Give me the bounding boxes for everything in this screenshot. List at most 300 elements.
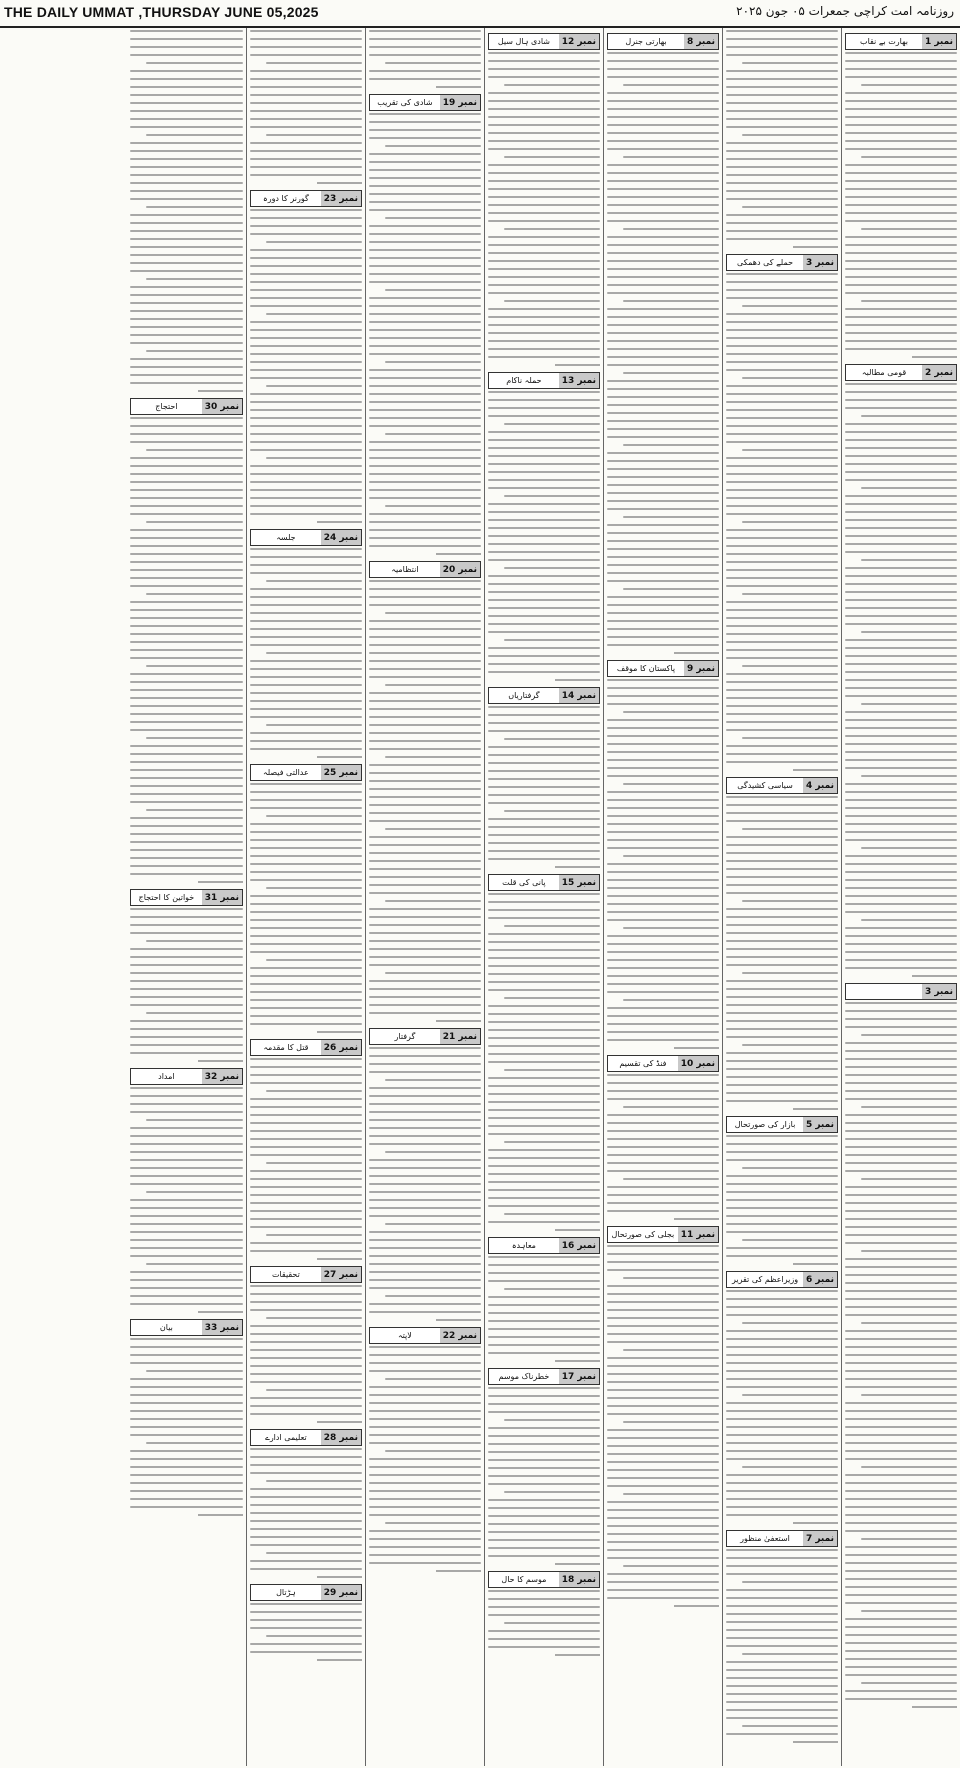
- text-line: [385, 1450, 481, 1452]
- text-line: [861, 1034, 957, 1036]
- text-line: [726, 1589, 838, 1591]
- text-line: [845, 220, 957, 222]
- text-line: [488, 647, 600, 649]
- text-line: [845, 1026, 957, 1028]
- item-number-box: [559, 1572, 599, 1587]
- text-line: [607, 540, 719, 542]
- text-line: [488, 1165, 600, 1167]
- text-line: [726, 1004, 838, 1006]
- text-line: [250, 110, 362, 112]
- text-line: [488, 164, 600, 166]
- text-line: [726, 433, 838, 435]
- item-number-box: [803, 778, 837, 793]
- text-line: [845, 1146, 957, 1148]
- text-line: [726, 745, 838, 747]
- text-line: [250, 1202, 362, 1204]
- text-line: [845, 663, 957, 665]
- item-number-box: [202, 1069, 242, 1084]
- text-line: [504, 423, 600, 425]
- text-line: [845, 591, 957, 593]
- text-line: [726, 924, 838, 926]
- text-line: [607, 204, 719, 206]
- text-line: [607, 380, 719, 382]
- text-line: [845, 108, 957, 110]
- text-line: [130, 980, 243, 982]
- text-line: [488, 842, 600, 844]
- text-line: [250, 919, 362, 921]
- text-line: [266, 62, 362, 64]
- text-line: [607, 943, 719, 945]
- news-item-header: [130, 398, 243, 415]
- text-line: [845, 1002, 957, 1004]
- item-number: 10: [680, 1058, 694, 1069]
- text-line: [488, 100, 600, 102]
- text-line: [250, 823, 362, 825]
- text-line: [726, 481, 838, 483]
- text-line: [607, 92, 719, 94]
- text-line: [250, 209, 362, 211]
- text-line: [317, 182, 362, 184]
- text-line: [488, 68, 600, 70]
- news-item-body: [845, 1002, 957, 1708]
- text-line: [130, 956, 243, 958]
- text-line: [369, 596, 481, 598]
- text-line: [726, 214, 838, 216]
- text-line: [488, 1344, 600, 1346]
- text-line: [845, 252, 957, 254]
- item-prefix: نمبر: [815, 1274, 834, 1285]
- text-line: [607, 1437, 719, 1439]
- text-line: [726, 761, 838, 763]
- text-line: [266, 1234, 362, 1236]
- text-line: [198, 1311, 243, 1313]
- text-line: [845, 807, 957, 809]
- text-line: [607, 220, 719, 222]
- text-line: [130, 553, 243, 555]
- text-line: [369, 1167, 481, 1169]
- text-line: [250, 596, 362, 598]
- text-line: [488, 140, 600, 142]
- text-line: [845, 1490, 957, 1492]
- text-line: [250, 1651, 362, 1653]
- text-line: [488, 1077, 600, 1079]
- text-line: [726, 964, 838, 966]
- text-line: [488, 1427, 600, 1429]
- text-line: [130, 745, 243, 747]
- text-line: [146, 278, 243, 280]
- text-line: [845, 1290, 957, 1292]
- news-item-body: [488, 391, 600, 681]
- text-line: [607, 492, 719, 494]
- text-line: [607, 1186, 719, 1188]
- text-line: [130, 230, 243, 232]
- text-line: [488, 901, 600, 903]
- text-line: [130, 1498, 243, 1500]
- text-line: [250, 1397, 362, 1399]
- text-line: [130, 1199, 243, 1201]
- text-line: [845, 911, 957, 913]
- text-line: [250, 1504, 362, 1506]
- text-line: [369, 1127, 481, 1129]
- text-line: [130, 996, 243, 998]
- text-line: [607, 719, 719, 721]
- text-line: [488, 834, 600, 836]
- text-line: [845, 1242, 957, 1244]
- text-line: [250, 70, 362, 72]
- item-number-box: [321, 1040, 361, 1055]
- text-line: [250, 903, 362, 905]
- text-line: [845, 1194, 957, 1196]
- text-line: [845, 1042, 957, 1044]
- news-item-body: [726, 273, 838, 771]
- text-line: [726, 908, 838, 910]
- text-line: [488, 268, 600, 270]
- text-line: [726, 1549, 838, 1551]
- text-line: [369, 660, 481, 662]
- text-line: [250, 636, 362, 638]
- text-line: [845, 399, 957, 401]
- news-item-header: [488, 1237, 600, 1254]
- text-line: [845, 1642, 957, 1644]
- text-line: [488, 551, 600, 553]
- news-item-header: [488, 1368, 600, 1385]
- text-line: [130, 1175, 243, 1177]
- item-title: بھارتی جنرل: [625, 37, 667, 46]
- text-line: [607, 703, 719, 705]
- text-line: [130, 849, 243, 851]
- text-line: [607, 140, 719, 142]
- text-line: [845, 1274, 957, 1276]
- news-item-body: [250, 1058, 362, 1260]
- text-line: [845, 1258, 957, 1260]
- item-title: بازار کی صورتحال: [734, 1120, 796, 1129]
- item-number-box: [321, 1267, 361, 1282]
- text-line: [504, 738, 600, 740]
- text-line: [250, 668, 362, 670]
- text-line: [130, 358, 243, 360]
- text-line: [726, 385, 838, 387]
- text-line: [726, 1717, 838, 1719]
- text-line: [726, 1143, 838, 1145]
- text-line: [861, 631, 957, 633]
- text-line: [369, 321, 481, 323]
- text-line: [369, 1418, 481, 1420]
- news-item-header: [845, 33, 957, 50]
- item-number: 33: [204, 1322, 218, 1333]
- text-line: [250, 879, 362, 881]
- text-line: [861, 1178, 957, 1180]
- item-prefix: نمبر: [815, 780, 834, 791]
- text-line: [726, 852, 838, 854]
- text-line: [845, 1170, 957, 1172]
- text-line: [250, 1357, 362, 1359]
- text-line: [130, 1506, 243, 1508]
- item-number-box: [321, 1430, 361, 1445]
- text-line: [250, 489, 362, 491]
- text-line: [726, 457, 838, 459]
- text-line: [130, 286, 243, 288]
- item-title: خواتین کا احتجاج: [138, 893, 195, 902]
- text-line: [607, 388, 719, 390]
- item-title: جلسہ: [276, 533, 296, 542]
- text-line: [845, 1130, 957, 1132]
- news-item-body: [250, 783, 362, 1033]
- text-line: [250, 1250, 362, 1252]
- text-line: [369, 852, 481, 854]
- item-prefix: نمبر: [815, 1533, 834, 1544]
- text-line: [130, 473, 243, 475]
- text-line: [250, 895, 362, 897]
- news-item-header: [250, 1429, 362, 1446]
- item-title: عدالتی فیصلہ: [263, 768, 309, 777]
- text-line: [607, 1533, 719, 1535]
- text-line: [130, 1135, 243, 1137]
- text-line: [726, 329, 838, 331]
- text-line: [369, 636, 481, 638]
- text-line: [845, 1674, 957, 1676]
- text-line: [726, 1175, 838, 1177]
- text-line: [250, 791, 362, 793]
- text-line: [726, 1514, 838, 1516]
- text-line: [726, 473, 838, 475]
- text-line: [607, 1170, 719, 1172]
- text-line: [726, 884, 838, 886]
- text-line: [726, 705, 838, 707]
- text-line: [623, 588, 719, 590]
- text-line: [726, 1298, 838, 1300]
- item-prefix: نمبر: [577, 36, 596, 47]
- text-line: [607, 1253, 719, 1255]
- text-line: [861, 84, 957, 86]
- text-line: [504, 1622, 600, 1624]
- text-line: [250, 708, 362, 710]
- news-item-body: [488, 1387, 600, 1565]
- text-line: [369, 1263, 481, 1265]
- text-line: [130, 972, 243, 974]
- text-line: [845, 407, 957, 409]
- text-line: [488, 1475, 600, 1477]
- text-line: [369, 868, 481, 870]
- text-line: [845, 527, 957, 529]
- text-line: [130, 825, 243, 827]
- text-line: [504, 1213, 600, 1215]
- text-line: [845, 1554, 957, 1556]
- text-line: [845, 1010, 957, 1012]
- text-line: [250, 1456, 362, 1458]
- text-line: [607, 1154, 719, 1156]
- text-line: [845, 479, 957, 481]
- text-line: [488, 60, 600, 62]
- text-line: [845, 1018, 957, 1020]
- text-line: [845, 815, 957, 817]
- text-line: [488, 583, 600, 585]
- text-line: [488, 802, 600, 804]
- text-line: [488, 655, 600, 657]
- text-line: [861, 919, 957, 921]
- item-number: 3: [925, 986, 932, 997]
- text-line: [317, 1421, 362, 1423]
- text-line: [726, 1159, 838, 1161]
- text-line: [845, 52, 957, 54]
- text-line: [607, 308, 719, 310]
- text-line: [726, 1621, 838, 1623]
- item-number: 32: [204, 1071, 218, 1082]
- text-line: [436, 553, 481, 555]
- text-line: [845, 1594, 957, 1596]
- text-line: [861, 156, 957, 158]
- text-line: [607, 1461, 719, 1463]
- item-number-box: [922, 365, 956, 380]
- text-line: [250, 1114, 362, 1116]
- text-line: [266, 724, 362, 726]
- text-line: [146, 737, 243, 739]
- text-line: [607, 644, 719, 646]
- text-line: [385, 1522, 481, 1524]
- item-prefix: نمبر: [220, 401, 239, 412]
- text-line: [607, 508, 719, 510]
- text-line: [369, 225, 481, 227]
- text-line: [726, 102, 838, 104]
- text-line: [250, 1301, 362, 1303]
- text-line: [488, 1443, 600, 1445]
- text-line: [130, 1207, 243, 1209]
- text-line: [845, 1058, 957, 1060]
- text-line: [488, 332, 600, 334]
- text-line: [250, 297, 362, 299]
- text-line: [250, 1218, 362, 1220]
- text-line: [607, 679, 719, 681]
- text-line: [607, 428, 719, 430]
- text-line: [385, 828, 481, 830]
- text-line: [623, 300, 719, 302]
- text-line: [266, 1552, 362, 1554]
- text-line: [845, 1266, 957, 1268]
- text-line: [488, 1101, 600, 1103]
- item-prefix: نمبر: [339, 767, 358, 778]
- text-line: [369, 70, 481, 72]
- text-line: [130, 1044, 243, 1046]
- text-line: [130, 382, 243, 384]
- text-line: [607, 871, 719, 873]
- text-line: [250, 1560, 362, 1562]
- text-line: [726, 182, 838, 184]
- text-line: [607, 628, 719, 630]
- item-prefix: نمبر: [696, 663, 715, 674]
- text-line: [726, 409, 838, 411]
- text-line: [726, 1685, 838, 1687]
- text-line: [369, 964, 481, 966]
- text-line: [845, 471, 957, 473]
- text-line: [369, 772, 481, 774]
- item-number: 2: [925, 367, 932, 378]
- text-line: [845, 863, 957, 865]
- text-line: [488, 591, 600, 593]
- text-line: [845, 140, 957, 142]
- item-title: بھارت بے نقاب: [860, 37, 909, 46]
- news-column: [603, 28, 722, 1766]
- text-line: [385, 1295, 481, 1297]
- text-line: [726, 1092, 838, 1094]
- text-line: [845, 1570, 957, 1572]
- text-line: [845, 1154, 957, 1156]
- text-line: [861, 559, 957, 561]
- text-line: [488, 1109, 600, 1111]
- text-line: [488, 989, 600, 991]
- text-line: [845, 1098, 957, 1100]
- text-line: [845, 767, 957, 769]
- text-line: [146, 593, 243, 595]
- text-line: [607, 1202, 719, 1204]
- news-item-body: [726, 1135, 838, 1265]
- text-line: [845, 1530, 957, 1532]
- text-line: [250, 1611, 362, 1613]
- item-number: 7: [806, 1533, 813, 1544]
- text-line: [250, 1122, 362, 1124]
- text-line: [623, 1106, 719, 1108]
- text-line: [130, 729, 243, 731]
- item-prefix: نمبر: [696, 1229, 715, 1240]
- text-line: [607, 863, 719, 865]
- text-line: [130, 617, 243, 619]
- text-line: [130, 569, 243, 571]
- text-line: [488, 415, 600, 417]
- item-title: ہڑتال: [276, 1588, 296, 1597]
- text-line: [607, 1031, 719, 1033]
- text-line: [369, 620, 481, 622]
- item-number-box: [922, 34, 956, 49]
- text-line: [130, 497, 243, 499]
- text-line: [726, 110, 838, 112]
- text-line: [845, 511, 957, 513]
- text-line: [726, 892, 838, 894]
- text-line: [250, 1309, 362, 1311]
- text-line: [726, 1386, 838, 1388]
- text-line: [488, 348, 600, 350]
- text-line: [726, 585, 838, 587]
- item-prefix: نمبر: [934, 986, 953, 997]
- text-line: [130, 1482, 243, 1484]
- text-line: [488, 407, 600, 409]
- text-line: [369, 1135, 481, 1137]
- text-line: [607, 1015, 719, 1017]
- text-line: [607, 356, 719, 358]
- item-number-box: [803, 1531, 837, 1546]
- text-line: [607, 180, 719, 182]
- news-item-header: [250, 1266, 362, 1283]
- text-line: [607, 1485, 719, 1487]
- text-line: [726, 54, 838, 56]
- text-line: [369, 1199, 481, 1201]
- text-line: [146, 1012, 243, 1014]
- news-item-header: [488, 687, 600, 704]
- text-line: [130, 30, 243, 32]
- text-line: [726, 1207, 838, 1209]
- text-line: [845, 679, 957, 681]
- item-title: موسم کا حال: [501, 1575, 547, 1584]
- text-line: [845, 1346, 957, 1348]
- item-number-box: [440, 1328, 480, 1343]
- news-item-body: [130, 908, 243, 1062]
- text-line: [607, 556, 719, 558]
- text-line: [369, 377, 481, 379]
- text-line: [488, 1531, 600, 1533]
- text-line: [250, 305, 362, 307]
- text-line: [250, 951, 362, 953]
- text-line: [607, 1194, 719, 1196]
- text-line: [250, 1488, 362, 1490]
- text-line: [130, 769, 243, 771]
- text-line: [369, 956, 481, 958]
